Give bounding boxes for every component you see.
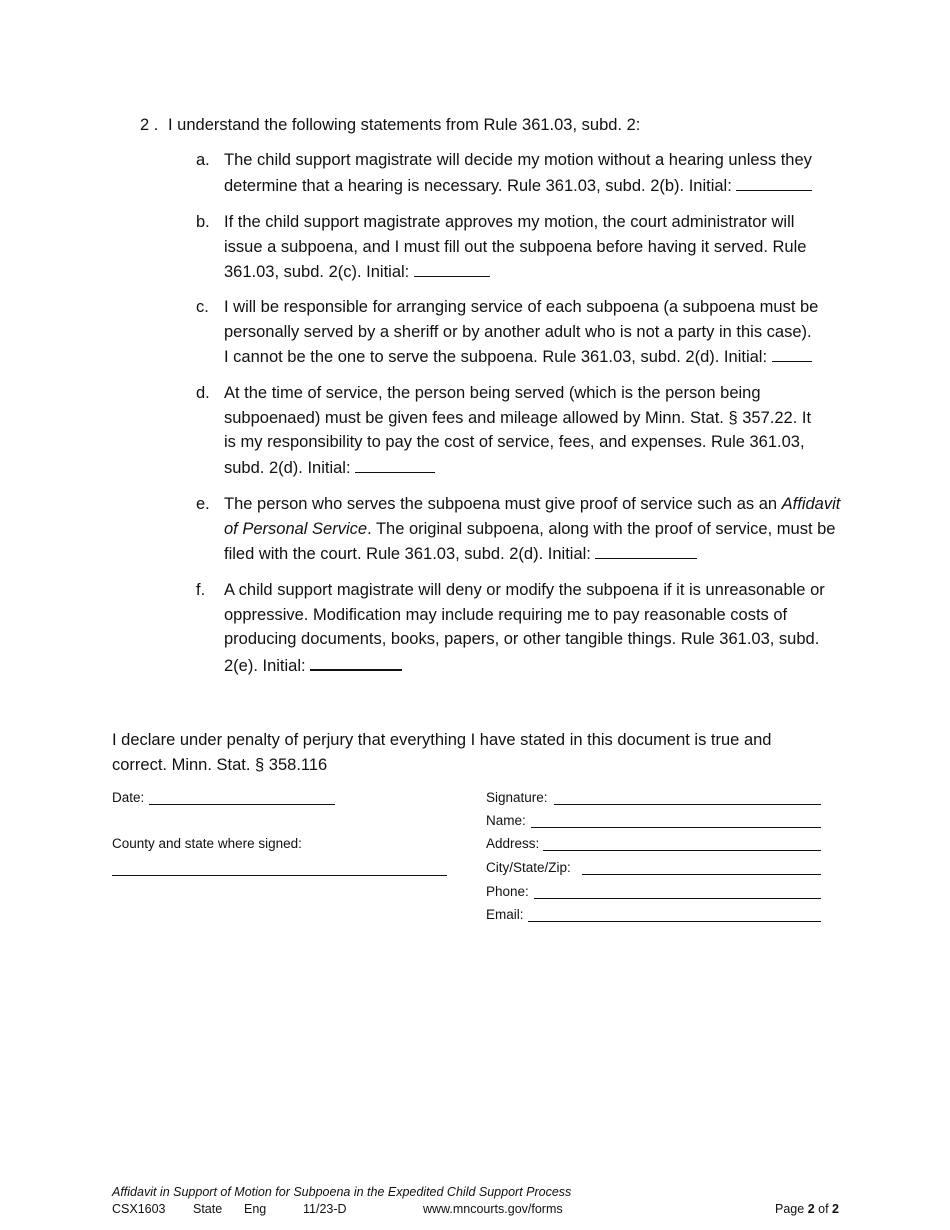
footer-form-code: CSX1603 xyxy=(112,1202,166,1216)
page-of: of xyxy=(818,1202,829,1216)
statement-letter: d. xyxy=(196,384,210,402)
statement-line: The child support magistrate will decide my motion without a hearing unless they xyxy=(224,151,812,169)
footer-url[interactable]: www.mncourts.gov/forms xyxy=(423,1202,563,1216)
statement-letter: e. xyxy=(196,495,210,513)
statement-line: At the time of service, the person being served (which is the person being xyxy=(224,384,761,402)
city-state-zip-field[interactable] xyxy=(582,874,821,875)
footer-language: Eng xyxy=(244,1202,267,1216)
statement-letter: b. xyxy=(196,213,210,231)
item-2-heading xyxy=(140,113,640,138)
page-total: 2 xyxy=(832,1202,839,1216)
statement-line: personally served by a sheriff or by another adult who is not a party in this case). xyxy=(224,322,812,341)
statement-line: is my responsibility to pay the cost of service, fees, and expenses. Rule 361.03, xyxy=(224,433,805,451)
footer-form-title: Affidavit in Support of Motion for Subpoena in the Expedited Child Support Process xyxy=(112,1185,572,1199)
item-heading-text: I understand the following statements from Rule 361.03, subd. 2: xyxy=(168,116,641,134)
city-state-zip-label: City/State/Zip: xyxy=(486,860,571,875)
signature-label: Signature: xyxy=(486,790,548,805)
statement-letter: c. xyxy=(196,298,209,316)
county-label: County and state where signed: xyxy=(112,836,302,851)
perjury-declaration xyxy=(112,728,842,777)
statement-line: subd. 2(d). Initial: xyxy=(224,458,351,477)
statement-line: filed with the court. Rule 361.03, subd. 2(d). Initial: xyxy=(224,545,591,563)
initial-field-f[interactable] xyxy=(310,652,402,671)
signature-field[interactable] xyxy=(554,804,821,805)
county-field[interactable] xyxy=(112,875,447,876)
statement-c xyxy=(196,295,861,370)
page-current: 2 xyxy=(807,1202,815,1216)
statement-d xyxy=(196,381,861,480)
declaration-line: correct. Minn. Stat. § 358.116 xyxy=(112,755,328,774)
statement-f xyxy=(196,578,861,678)
statement-line: subpoenaed) must be given fees and mileage allowed by Minn. Stat. § 357.22. It xyxy=(224,408,812,427)
statement-line: A child support magistrate will deny or modify the subpoena if it is unreasonable or xyxy=(224,581,825,599)
affidavit-title-part: of Personal Service xyxy=(224,519,368,538)
affidavit-title-part: Affidavit xyxy=(781,495,841,513)
statement-line: I will be responsible for arranging service of each subpoena (a subpoena must be xyxy=(224,298,819,316)
statement-letter: f. xyxy=(196,581,206,599)
statement-line: The person who serves the subpoena must give proof of service such as an xyxy=(224,495,782,513)
footer-jurisdiction: State xyxy=(193,1202,223,1216)
email-field[interactable] xyxy=(528,921,821,922)
page-label: Page xyxy=(775,1202,805,1216)
address-field[interactable] xyxy=(543,850,821,851)
statement-e xyxy=(196,492,861,567)
statement-line: . The original subpoena, along with the proof of service, must be xyxy=(367,519,836,538)
name-field[interactable] xyxy=(531,827,821,828)
declaration-line: I declare under penalty of perjury that everything I have stated in this document is true and xyxy=(112,731,772,749)
statement-line: I cannot be the one to serve the subpoena. Rule 361.03, subd. 2(d). Initial: xyxy=(224,348,768,366)
date-label: Date: xyxy=(112,790,145,805)
statement-b xyxy=(196,210,861,285)
footer-revision: 11/23-D xyxy=(303,1202,347,1216)
statement-line: 2(e). Initial: xyxy=(224,656,306,675)
initial-field-d[interactable] xyxy=(355,455,435,473)
statement-line: determine that a hearing is necessary. Rule 361.03, subd. 2(b). Initial: xyxy=(224,176,732,195)
item-number: 2 . xyxy=(140,116,159,134)
phone-field[interactable] xyxy=(534,898,821,899)
initial-field-a[interactable] xyxy=(736,173,812,191)
email-label: Email: xyxy=(486,907,524,922)
name-label: Name: xyxy=(486,813,526,828)
initial-field-b[interactable] xyxy=(414,259,490,277)
address-label: Address: xyxy=(486,836,540,851)
statement-line: issue a subpoena, and I must fill out the subpoena before having it served. Rule xyxy=(224,237,807,256)
footer-page-number xyxy=(775,1202,839,1216)
statement-line: 361.03, subd. 2(c). Initial: xyxy=(224,263,410,281)
initial-field-e[interactable] xyxy=(595,541,697,559)
initial-field-c[interactable] xyxy=(772,344,812,362)
date-field[interactable] xyxy=(149,804,335,805)
statement-letter: a. xyxy=(196,151,210,169)
statement-line: oppressive. Modification may include requiring me to pay reasonable costs of xyxy=(224,605,788,624)
statement-a xyxy=(196,148,861,198)
phone-label: Phone: xyxy=(486,884,529,899)
statement-line: If the child support magistrate approves my motion, the court administrator will xyxy=(224,213,795,231)
statement-line: producing documents, books, papers, or other tangible things. Rule 361.03, subd. xyxy=(224,630,820,648)
